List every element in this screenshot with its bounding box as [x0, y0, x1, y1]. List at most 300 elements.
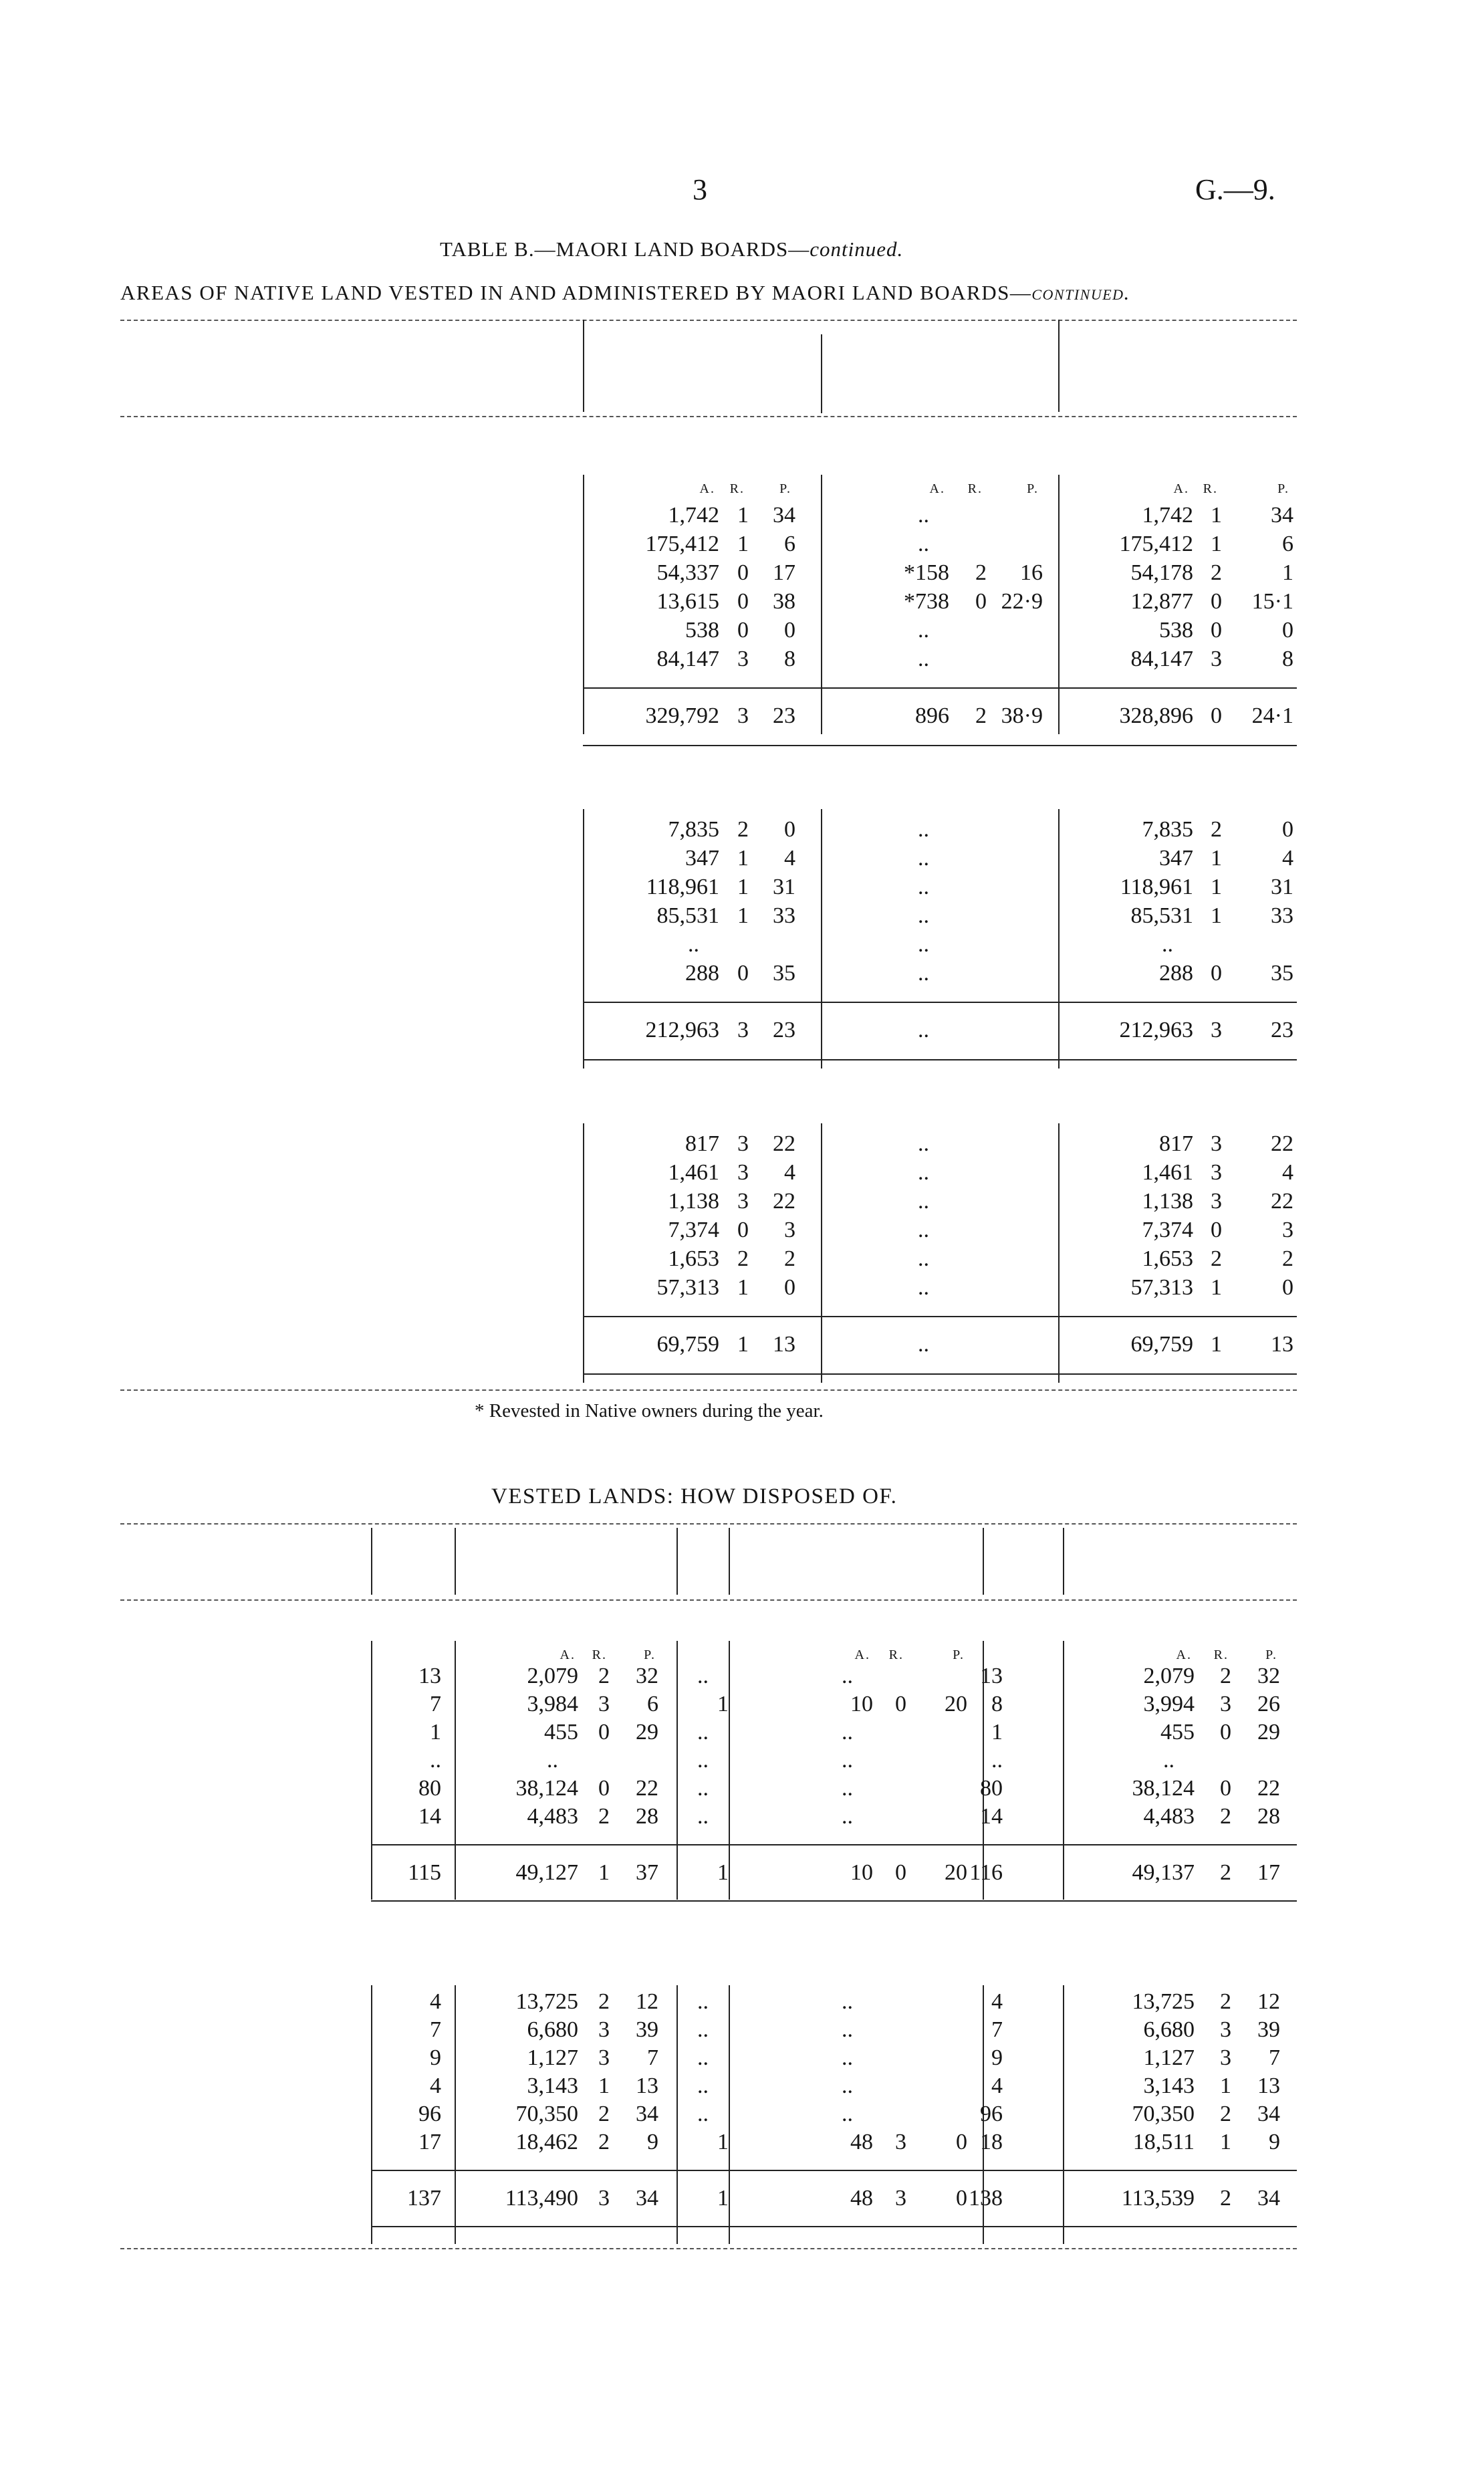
- during-year-acres: ..: [842, 2017, 853, 2042]
- number-during: ..: [697, 1664, 709, 1688]
- as-at-1924-acres: 347: [1159, 846, 1193, 871]
- number-during: ..: [697, 2073, 709, 2098]
- as-at-1923-perches: 2: [784, 1246, 795, 1271]
- number-during: 1: [717, 1692, 729, 1716]
- as-at-1923-roods: 3: [737, 647, 749, 671]
- subtotal-rule: [583, 687, 1297, 689]
- as-at-1924-perches: 3: [1282, 1218, 1293, 1242]
- number-1923: 13: [418, 1664, 441, 1688]
- as-at-1923-perches: 4: [784, 1160, 795, 1185]
- as-at-1924-perches: 7: [1269, 2045, 1280, 2070]
- as-at-1924-acres: 70,350: [1132, 2102, 1195, 2126]
- col-divider: [676, 1985, 678, 2244]
- as-at-1924-acres: ..: [1162, 932, 1173, 957]
- as-at-1923-roods: 1: [737, 503, 749, 528]
- total-vested-acres: ..: [918, 1018, 929, 1042]
- vested-during-year-acres: ..: [918, 503, 929, 528]
- as-at-1923-acres: 7,374: [668, 1218, 719, 1242]
- total-as-at-1924-perches: 17: [1257, 1860, 1280, 1885]
- table-b-top-rule: [120, 320, 1297, 321]
- total-number-1924: 138: [969, 2186, 1003, 2211]
- vested-during-year-acres: ..: [918, 932, 929, 957]
- total-vested-perches: 38·9: [1001, 703, 1043, 728]
- as-at-1923-acres: 175,412: [645, 532, 719, 556]
- number-during: ..: [697, 1748, 709, 1773]
- as-at-1923-acres: 13,725: [515, 1989, 578, 2014]
- as-at-1924-acres: 85,531: [1130, 903, 1193, 928]
- number-during: ..: [697, 2045, 709, 2070]
- as-at-1923-roods: 1: [737, 875, 749, 899]
- as-at-1924-roods: 2: [1220, 1804, 1231, 1829]
- as-at-1924-acres: 13,725: [1132, 1989, 1195, 2014]
- as-at-1923-roods: 3: [598, 2045, 610, 2070]
- as-at-1924-roods: 2: [1220, 2102, 1231, 2126]
- during-year-perches: 20: [945, 1692, 967, 1716]
- number-1924: ..: [991, 1748, 1003, 1773]
- as-at-1924-acres: 1,138: [1142, 1189, 1193, 1214]
- unit-label: A.: [1176, 1648, 1192, 1662]
- as-at-1924-perches: 33: [1271, 903, 1293, 928]
- during-year-acres: ..: [842, 1664, 853, 1688]
- subtotal-rule: [583, 1316, 1297, 1317]
- vested-header-divider: [983, 1528, 984, 1595]
- as-at-1923-roods: 1: [737, 1275, 749, 1300]
- as-at-1924-roods: 0: [1211, 589, 1222, 614]
- vested-during-year-roods: 2: [975, 560, 987, 585]
- col-divider: [1058, 475, 1060, 734]
- during-year-acres: ..: [842, 2045, 853, 2070]
- as-at-1924-acres: 12,877: [1130, 589, 1193, 614]
- vested-during-year-acres: ..: [918, 961, 929, 986]
- as-at-1923-roods: 2: [737, 1246, 749, 1271]
- total-as-at-1924-acres: 212,963: [1119, 1018, 1193, 1042]
- total-as-at-1923-perches: 13: [773, 1332, 795, 1357]
- as-at-1924-acres: ..: [1163, 1748, 1174, 1773]
- total-rule: [583, 745, 1297, 746]
- total-vested-roods: 2: [975, 703, 987, 728]
- total-during-year-roods: 3: [895, 2186, 906, 2211]
- total-as-at-1923-perches: 23: [773, 703, 795, 728]
- as-at-1924-perches: 9: [1269, 2130, 1280, 2154]
- during-year-acres: ..: [842, 1720, 853, 1745]
- total-rule: [371, 1900, 1297, 1902]
- table-b-title: [440, 237, 903, 261]
- as-at-1924-perches: 22: [1257, 1776, 1280, 1801]
- as-at-1923-roods: 1: [598, 2073, 610, 2098]
- during-year-acres: ..: [842, 1804, 853, 1829]
- unit-label: P.: [644, 1648, 656, 1662]
- number-1923: ..: [430, 1748, 441, 1773]
- document-code: G.—9.: [1195, 173, 1275, 206]
- as-at-1924-acres: 38,124: [1132, 1776, 1195, 1801]
- number-1924: 4: [991, 1989, 1003, 2014]
- as-at-1924-acres: 57,313: [1130, 1275, 1193, 1300]
- table-b-title-continued: continued.: [810, 237, 904, 261]
- vested-header-divider: [455, 1528, 456, 1595]
- unit-label: A.: [929, 481, 945, 496]
- total-as-at-1923-perches: 23: [773, 1018, 795, 1042]
- as-at-1924-perches: 0: [1282, 1275, 1293, 1300]
- as-at-1923-acres: 1,653: [668, 1246, 719, 1271]
- during-year-acres: 48: [850, 2130, 873, 2154]
- as-at-1924-acres: 175,412: [1119, 532, 1193, 556]
- as-at-1923-roods: 2: [598, 1664, 610, 1688]
- number-1923: 7: [430, 1692, 441, 1716]
- as-at-1924-perches: 15·1: [1251, 589, 1293, 614]
- as-at-1924-acres: 288: [1159, 961, 1193, 986]
- unit-label: R.: [729, 481, 745, 496]
- as-at-1924-roods: 2: [1220, 1989, 1231, 2014]
- total-as-at-1924-roods: 3: [1211, 1018, 1222, 1042]
- total-as-at-1923-acres: 113,490: [505, 2186, 578, 2211]
- total-as-at-1924-roods: 1: [1211, 1332, 1222, 1357]
- as-at-1924-perches: 4: [1282, 846, 1293, 871]
- as-at-1923-acres: 3,143: [527, 2073, 578, 2098]
- col-divider: [821, 1123, 822, 1383]
- unit-label: R.: [888, 1648, 904, 1662]
- as-at-1923-roods: 0: [737, 589, 749, 614]
- total-as-at-1924-perches: 13: [1271, 1332, 1293, 1357]
- as-at-1923-acres: 18,462: [515, 2130, 578, 2154]
- as-at-1924-perches: 31: [1271, 875, 1293, 899]
- as-at-1923-acres: 1,742: [668, 503, 719, 528]
- vested-during-year-acres: ..: [918, 1131, 929, 1156]
- total-number-1923: 115: [408, 1860, 441, 1885]
- number-1924: 9: [991, 2045, 1003, 2070]
- total-as-at-1923-roods: 1: [737, 1332, 749, 1357]
- number-1924: 4: [991, 2073, 1003, 2098]
- total-during-year-acres: 48: [850, 2186, 873, 2211]
- unit-label: A.: [854, 1648, 870, 1662]
- as-at-1923-perches: 39: [636, 2017, 658, 2042]
- as-at-1923-acres: 84,147: [656, 647, 719, 671]
- total-as-at-1923-perches: 34: [636, 2186, 658, 2211]
- total-as-at-1923-perches: 37: [636, 1860, 658, 1885]
- subtotal-rule: [583, 1002, 1297, 1003]
- as-at-1924-roods: 1: [1211, 532, 1222, 556]
- as-at-1923-roods: 3: [598, 2017, 610, 2042]
- as-at-1923-perches: 12: [636, 1989, 658, 2014]
- as-at-1923-perches: 22: [636, 1776, 658, 1801]
- vested-top-rule: [120, 1523, 1297, 1525]
- as-at-1923-acres: 455: [544, 1720, 578, 1745]
- as-at-1924-roods: 1: [1220, 2073, 1231, 2098]
- table-b-title-main: TABLE B.—MAORI LAND BOARDS—: [440, 237, 810, 261]
- as-at-1923-perches: 28: [636, 1804, 658, 1829]
- during-year-acres: ..: [842, 1989, 853, 2014]
- as-at-1924-roods: 3: [1220, 2017, 1231, 2042]
- as-at-1924-roods: 1: [1220, 2130, 1231, 2154]
- as-at-1923-acres: 57,313: [656, 1275, 719, 1300]
- unit-label: R.: [592, 1648, 607, 1662]
- as-at-1923-perches: 17: [773, 560, 795, 585]
- as-at-1924-roods: 0: [1211, 1218, 1222, 1242]
- as-at-1924-acres: 538: [1159, 618, 1193, 643]
- as-at-1923-roods: 0: [598, 1720, 610, 1745]
- number-1924: 18: [980, 2130, 1003, 2154]
- col-divider: [676, 1641, 678, 1900]
- table-b-bottom-rule: [120, 1389, 1297, 1391]
- as-at-1923-acres: 7,835: [668, 817, 719, 842]
- unit-label: R.: [1213, 1648, 1229, 1662]
- col-divider: [1063, 1985, 1064, 2244]
- as-at-1923-acres: 817: [685, 1131, 719, 1156]
- as-at-1923-perches: 35: [773, 961, 795, 986]
- subtotal-rule: [371, 1844, 1297, 1845]
- vested-during-year-acres: *158: [904, 560, 949, 585]
- as-at-1924-acres: 3,994: [1143, 1692, 1195, 1716]
- as-at-1923-perches: 3: [784, 1218, 795, 1242]
- as-at-1923-roods: 3: [737, 1189, 749, 1214]
- as-at-1924-acres: 1,461: [1142, 1160, 1193, 1185]
- as-at-1924-acres: 1,742: [1142, 503, 1193, 528]
- number-1923: 9: [430, 2045, 441, 2070]
- as-at-1923-perches: 0: [784, 817, 795, 842]
- total-as-at-1923-acres: 69,759: [656, 1332, 719, 1357]
- as-at-1923-acres: 54,337: [656, 560, 719, 585]
- total-during-year-perches: 0: [956, 2186, 967, 2211]
- col-divider: [455, 1641, 456, 1900]
- col-divider: [371, 1985, 372, 2244]
- as-at-1924-acres: 455: [1160, 1720, 1195, 1745]
- vested-during-year-acres: ..: [918, 817, 929, 842]
- as-at-1923-roods: 2: [737, 817, 749, 842]
- as-at-1923-acres: 118,961: [646, 875, 719, 899]
- during-year-acres: 10: [850, 1692, 873, 1716]
- as-at-1924-perches: 22: [1271, 1131, 1293, 1156]
- number-1923: 17: [418, 2130, 441, 2154]
- number-1923: 80: [418, 1776, 441, 1801]
- as-at-1923-roods: 2: [598, 1804, 610, 1829]
- unit-label: A.: [560, 1648, 576, 1662]
- during-year-acres: ..: [842, 1776, 853, 1801]
- number-during: ..: [697, 2102, 709, 2126]
- total-as-at-1924-acres: 328,896: [1119, 703, 1193, 728]
- as-at-1923-perches: 4: [784, 846, 795, 871]
- as-at-1923-acres: 4,483: [527, 1804, 578, 1829]
- as-at-1924-perches: 26: [1257, 1692, 1280, 1716]
- as-at-1924-roods: 3: [1220, 2045, 1231, 2070]
- as-at-1923-roods: 0: [598, 1776, 610, 1801]
- total-rule: [583, 1373, 1297, 1375]
- as-at-1923-acres: 6,680: [527, 2017, 578, 2042]
- as-at-1924-acres: 1,127: [1143, 2045, 1195, 2070]
- as-at-1923-perches: 9: [647, 2130, 658, 2154]
- total-as-at-1924-perches: 23: [1271, 1018, 1293, 1042]
- as-at-1923-roods: 3: [737, 1131, 749, 1156]
- as-at-1923-perches: 0: [784, 618, 795, 643]
- table-b-header-rule: [120, 416, 1297, 417]
- as-at-1924-perches: 28: [1257, 1804, 1280, 1829]
- vested-header-divider: [1063, 1528, 1064, 1595]
- as-at-1923-roods: 1: [737, 532, 749, 556]
- as-at-1924-perches: 34: [1271, 503, 1293, 528]
- during-year-roods: 3: [895, 2130, 906, 2154]
- as-at-1924-perches: 32: [1257, 1664, 1280, 1688]
- total-during-year-roods: 0: [895, 1860, 906, 1885]
- as-at-1923-acres: 70,350: [515, 2102, 578, 2126]
- as-at-1924-acres: 7,374: [1142, 1218, 1193, 1242]
- as-at-1923-roods: 3: [598, 1692, 610, 1716]
- as-at-1923-roods: 2: [598, 1989, 610, 2014]
- as-at-1924-roods: 0: [1211, 618, 1222, 643]
- as-at-1924-roods: 3: [1211, 1160, 1222, 1185]
- as-at-1924-perches: 34: [1257, 2102, 1280, 2126]
- as-at-1923-acres: 1,127: [527, 2045, 578, 2070]
- as-at-1924-acres: 1,653: [1142, 1246, 1193, 1271]
- number-during: ..: [697, 2017, 709, 2042]
- total-as-at-1923-roods: 3: [737, 703, 749, 728]
- number-1924: 13: [980, 1664, 1003, 1688]
- as-at-1923-roods: 3: [737, 1160, 749, 1185]
- as-at-1924-perches: 22: [1271, 1189, 1293, 1214]
- total-as-at-1924-perches: 24·1: [1251, 703, 1293, 728]
- table-b-col-divider: [583, 320, 584, 412]
- vested-lands-title: VESTED LANDS: HOW DISPOSED OF.: [491, 1484, 898, 1508]
- as-at-1924-acres: 817: [1159, 1131, 1193, 1156]
- vested-during-year-acres: ..: [918, 846, 929, 871]
- col-divider: [821, 809, 822, 1069]
- as-at-1923-acres: 38,124: [515, 1776, 578, 1801]
- as-at-1924-roods: 0: [1220, 1776, 1231, 1801]
- as-at-1924-acres: 4,483: [1143, 1804, 1195, 1829]
- total-during-year-perches: 20: [945, 1860, 967, 1885]
- as-at-1923-perches: 31: [773, 875, 795, 899]
- as-at-1923-roods: 0: [737, 961, 749, 986]
- as-at-1923-acres: 3,984: [527, 1692, 578, 1716]
- as-at-1924-acres: 3,143: [1143, 2073, 1195, 2098]
- number-1923: 4: [430, 1989, 441, 2014]
- as-at-1924-perches: 39: [1257, 2017, 1280, 2042]
- col-divider: [1063, 1641, 1064, 1900]
- as-at-1923-perches: 0: [784, 1275, 795, 1300]
- total-as-at-1924-acres: 49,137: [1132, 1860, 1195, 1885]
- table-b-footnote: * Revested in Native owners during the year.: [475, 1400, 824, 1422]
- total-as-at-1924-perches: 34: [1257, 2186, 1280, 2211]
- number-during: ..: [697, 1804, 709, 1829]
- as-at-1924-roods: 0: [1220, 1720, 1231, 1745]
- vested-during-year-acres: ..: [918, 875, 929, 899]
- col-divider: [455, 1985, 456, 2244]
- as-at-1924-roods: 3: [1211, 647, 1222, 671]
- number-during: ..: [697, 1720, 709, 1745]
- during-year-roods: 0: [895, 1692, 906, 1716]
- as-at-1924-acres: 7,835: [1142, 817, 1193, 842]
- as-at-1924-perches: 12: [1257, 1989, 1280, 2014]
- unit-label: P.: [1027, 481, 1039, 496]
- as-at-1923-perches: 8: [784, 647, 795, 671]
- as-at-1924-perches: 2: [1282, 1246, 1293, 1271]
- vested-during-year-acres: *738: [904, 589, 949, 614]
- as-at-1924-roods: 2: [1211, 817, 1222, 842]
- vested-during-year-acres: ..: [918, 1189, 929, 1214]
- during-year-acres: ..: [842, 1748, 853, 1773]
- total-as-at-1923-roods: 3: [737, 1018, 749, 1042]
- total-number-1923: 137: [407, 2186, 441, 2211]
- as-at-1924-acres: 18,511: [1132, 2130, 1195, 2154]
- as-at-1923-acres: ..: [688, 932, 699, 957]
- total-vested-acres: ..: [918, 1332, 929, 1357]
- vested-during-year-perches: 16: [1020, 560, 1043, 585]
- vested-header-rule: [120, 1599, 1297, 1601]
- number-1923: 96: [418, 2102, 441, 2126]
- as-at-1923-acres: 347: [685, 846, 719, 871]
- as-at-1924-acres: 2,079: [1143, 1664, 1195, 1688]
- subtotal-rule: [371, 2170, 1297, 2171]
- vested-during-year-acres: ..: [918, 903, 929, 928]
- as-at-1924-roods: 1: [1211, 875, 1222, 899]
- as-at-1923-roods: 2: [598, 2130, 610, 2154]
- vested-during-year-roods: 0: [975, 589, 987, 614]
- as-at-1923-perches: 38: [773, 589, 795, 614]
- total-as-at-1924-roods: 0: [1211, 703, 1222, 728]
- vested-during-year-acres: ..: [918, 647, 929, 671]
- unit-label: P.: [779, 481, 791, 496]
- vested-during-year-acres: ..: [918, 1218, 929, 1242]
- as-at-1923-roods: 1: [737, 903, 749, 928]
- number-during: ..: [697, 1776, 709, 1801]
- vested-during-year-acres: ..: [918, 532, 929, 556]
- vested-during-year-acres: ..: [918, 1246, 929, 1271]
- vested-bottom-rule: [120, 2248, 1297, 2249]
- vested-during-year-acres: ..: [918, 618, 929, 643]
- vested-header-divider: [729, 1528, 730, 1595]
- as-at-1923-acres: 1,461: [668, 1160, 719, 1185]
- total-vested-acres: 896: [915, 703, 949, 728]
- vested-header-divider: [371, 1528, 372, 1595]
- as-at-1923-acres: 13,615: [656, 589, 719, 614]
- as-at-1923-perches: 29: [636, 1720, 658, 1745]
- as-at-1924-perches: 0: [1282, 618, 1293, 643]
- during-year-perches: 0: [956, 2130, 967, 2154]
- vested-during-year-perches: 22·9: [1001, 589, 1043, 614]
- number-during: 1: [717, 2130, 729, 2154]
- unit-label: A.: [1173, 481, 1189, 496]
- as-at-1924-roods: 2: [1220, 1664, 1231, 1688]
- as-at-1923-perches: 13: [636, 2073, 658, 2098]
- total-as-at-1923-acres: 329,792: [645, 703, 719, 728]
- as-at-1923-roods: 0: [737, 618, 749, 643]
- total-during-year-acres: 10: [850, 1860, 873, 1885]
- as-at-1924-roods: 3: [1220, 1692, 1231, 1716]
- table-b-subtitle-continued: continued.: [1031, 281, 1130, 304]
- vested-during-year-acres: ..: [918, 1275, 929, 1300]
- as-at-1924-roods: 2: [1211, 1246, 1222, 1271]
- as-at-1924-acres: 84,147: [1130, 647, 1193, 671]
- as-at-1924-roods: 3: [1211, 1189, 1222, 1214]
- as-at-1923-acres: 85,531: [656, 903, 719, 928]
- as-at-1923-acres: 2,079: [527, 1664, 578, 1688]
- as-at-1924-acres: 6,680: [1143, 2017, 1195, 2042]
- number-1923: 14: [418, 1804, 441, 1829]
- unit-label: P.: [953, 1648, 965, 1662]
- total-number-during: 1: [717, 2186, 729, 2211]
- as-at-1923-acres: 288: [685, 961, 719, 986]
- total-rule: [371, 2226, 1297, 2227]
- as-at-1923-roods: 0: [737, 560, 749, 585]
- as-at-1923-perches: 22: [773, 1189, 795, 1214]
- table-b-col-divider: [1058, 320, 1060, 412]
- unit-label: P.: [1265, 1648, 1277, 1662]
- number-1924: 1: [991, 1720, 1003, 1745]
- unit-label: P.: [1277, 481, 1289, 496]
- col-divider: [371, 1641, 372, 1900]
- as-at-1923-acres: ..: [547, 1748, 558, 1773]
- total-as-at-1924-acres: 69,759: [1130, 1332, 1193, 1357]
- total-as-at-1924-acres: 113,539: [1121, 2186, 1195, 2211]
- as-at-1923-acres: 1,138: [668, 1189, 719, 1214]
- number-1923: 7: [430, 2017, 441, 2042]
